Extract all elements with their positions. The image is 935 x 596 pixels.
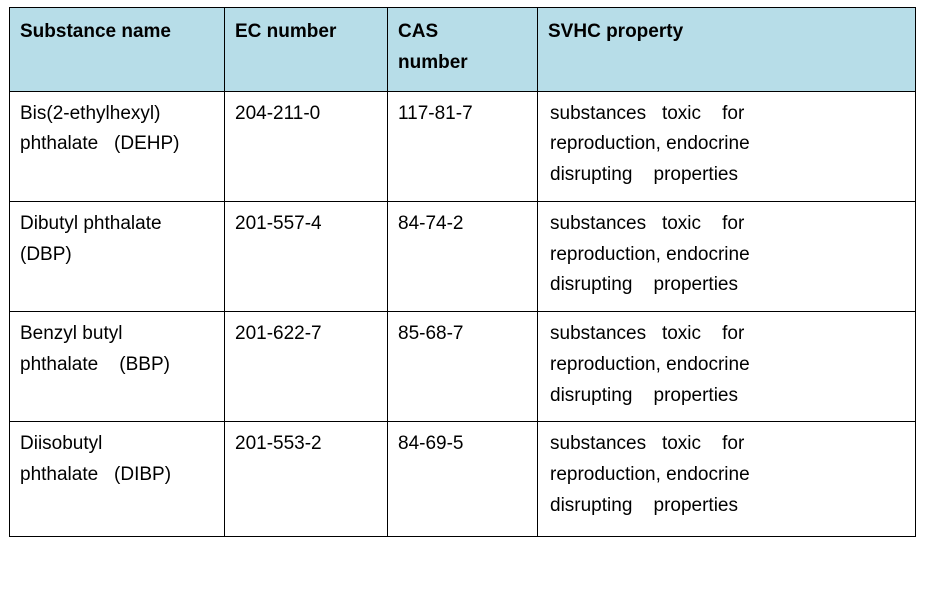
- substance-name-line1: Dibutyl phthalate: [20, 212, 162, 234]
- ec-number-value: 201-553-2: [235, 433, 322, 455]
- substance-name-line2: phthalate (BBP): [20, 353, 170, 375]
- svhc-property-line2: reproduction, endocrine: [550, 243, 750, 265]
- cell-svhc-property: [538, 91, 916, 201]
- svhc-property-line1: substances toxic for: [550, 323, 745, 345]
- cell-ec-number: [225, 312, 388, 422]
- svhc-property-line1: substances toxic for: [550, 212, 745, 234]
- table-row: [10, 91, 916, 201]
- ec-number-value: 201-557-4: [235, 212, 322, 234]
- cas-number-value: 117-81-7: [398, 102, 473, 124]
- column-header-cas-number: [388, 8, 538, 92]
- cell-svhc-property: [538, 422, 916, 536]
- cell-substance-name: [10, 422, 225, 536]
- svhc-property-line2: reproduction, endocrine: [550, 353, 750, 375]
- column-header-cas-number-line2: number: [398, 51, 468, 73]
- ec-number-value: 204-211-0: [235, 102, 321, 124]
- column-header-ec-number: [225, 8, 388, 92]
- table-body: [10, 91, 916, 536]
- table-header-row: [10, 8, 916, 92]
- svhc-property-line1: substances toxic for: [550, 433, 745, 455]
- svhc-property-line3: disrupting properties: [550, 164, 738, 186]
- cell-cas-number: [388, 201, 538, 311]
- table-row: [10, 312, 916, 422]
- table-row: [10, 422, 916, 536]
- substance-name-line2: phthalate (DEHP): [20, 133, 180, 155]
- column-header-substance-name: [10, 8, 225, 92]
- svhc-property-line3: disrupting properties: [550, 274, 738, 296]
- substance-name-line1: Diisobutyl: [20, 433, 103, 455]
- svhc-property-line3: disrupting properties: [550, 494, 738, 516]
- column-header-svhc-property: [538, 8, 916, 92]
- svhc-property-line2: reproduction, endocrine: [550, 133, 750, 155]
- cell-svhc-property: [538, 312, 916, 422]
- column-header-svhc-property-text: SVHC property: [548, 21, 684, 42]
- svhc-property-line3: disrupting properties: [550, 384, 738, 406]
- substance-name-line1: Bis(2-ethylhexyl): [20, 102, 161, 124]
- cell-ec-number: [225, 201, 388, 311]
- substance-name-line2: phthalate (DIBP): [20, 464, 172, 486]
- cell-ec-number: [225, 422, 388, 536]
- substance-name-line2: (DBP): [20, 243, 72, 265]
- cas-number-value: 84-69-5: [398, 433, 464, 455]
- cas-number-value: 84-74-2: [398, 212, 464, 234]
- cell-ec-number: [225, 91, 388, 201]
- column-header-substance-name-text: Substance name: [20, 21, 171, 42]
- cell-cas-number: [388, 422, 538, 536]
- svhc-property-line2: reproduction, endocrine: [550, 464, 750, 486]
- substance-name-line1: Benzyl butyl: [20, 323, 123, 345]
- svhc-property-line1: substances toxic for: [550, 102, 745, 124]
- table-row: [10, 201, 916, 311]
- cell-substance-name: [10, 312, 225, 422]
- table-header: [10, 8, 916, 92]
- column-header-ec-number-text: EC number: [235, 21, 337, 42]
- cas-number-value: 85-68-7: [398, 323, 464, 345]
- cell-cas-number: [388, 91, 538, 201]
- document-page: [0, 7, 935, 596]
- cell-cas-number: [388, 312, 538, 422]
- ec-number-value: 201-622-7: [235, 323, 322, 345]
- column-header-cas-number-line1: CAS: [398, 21, 439, 42]
- cell-substance-name: [10, 201, 225, 311]
- cell-substance-name: [10, 91, 225, 201]
- svhc-substances-table: [9, 7, 916, 537]
- cell-svhc-property: [538, 201, 916, 311]
